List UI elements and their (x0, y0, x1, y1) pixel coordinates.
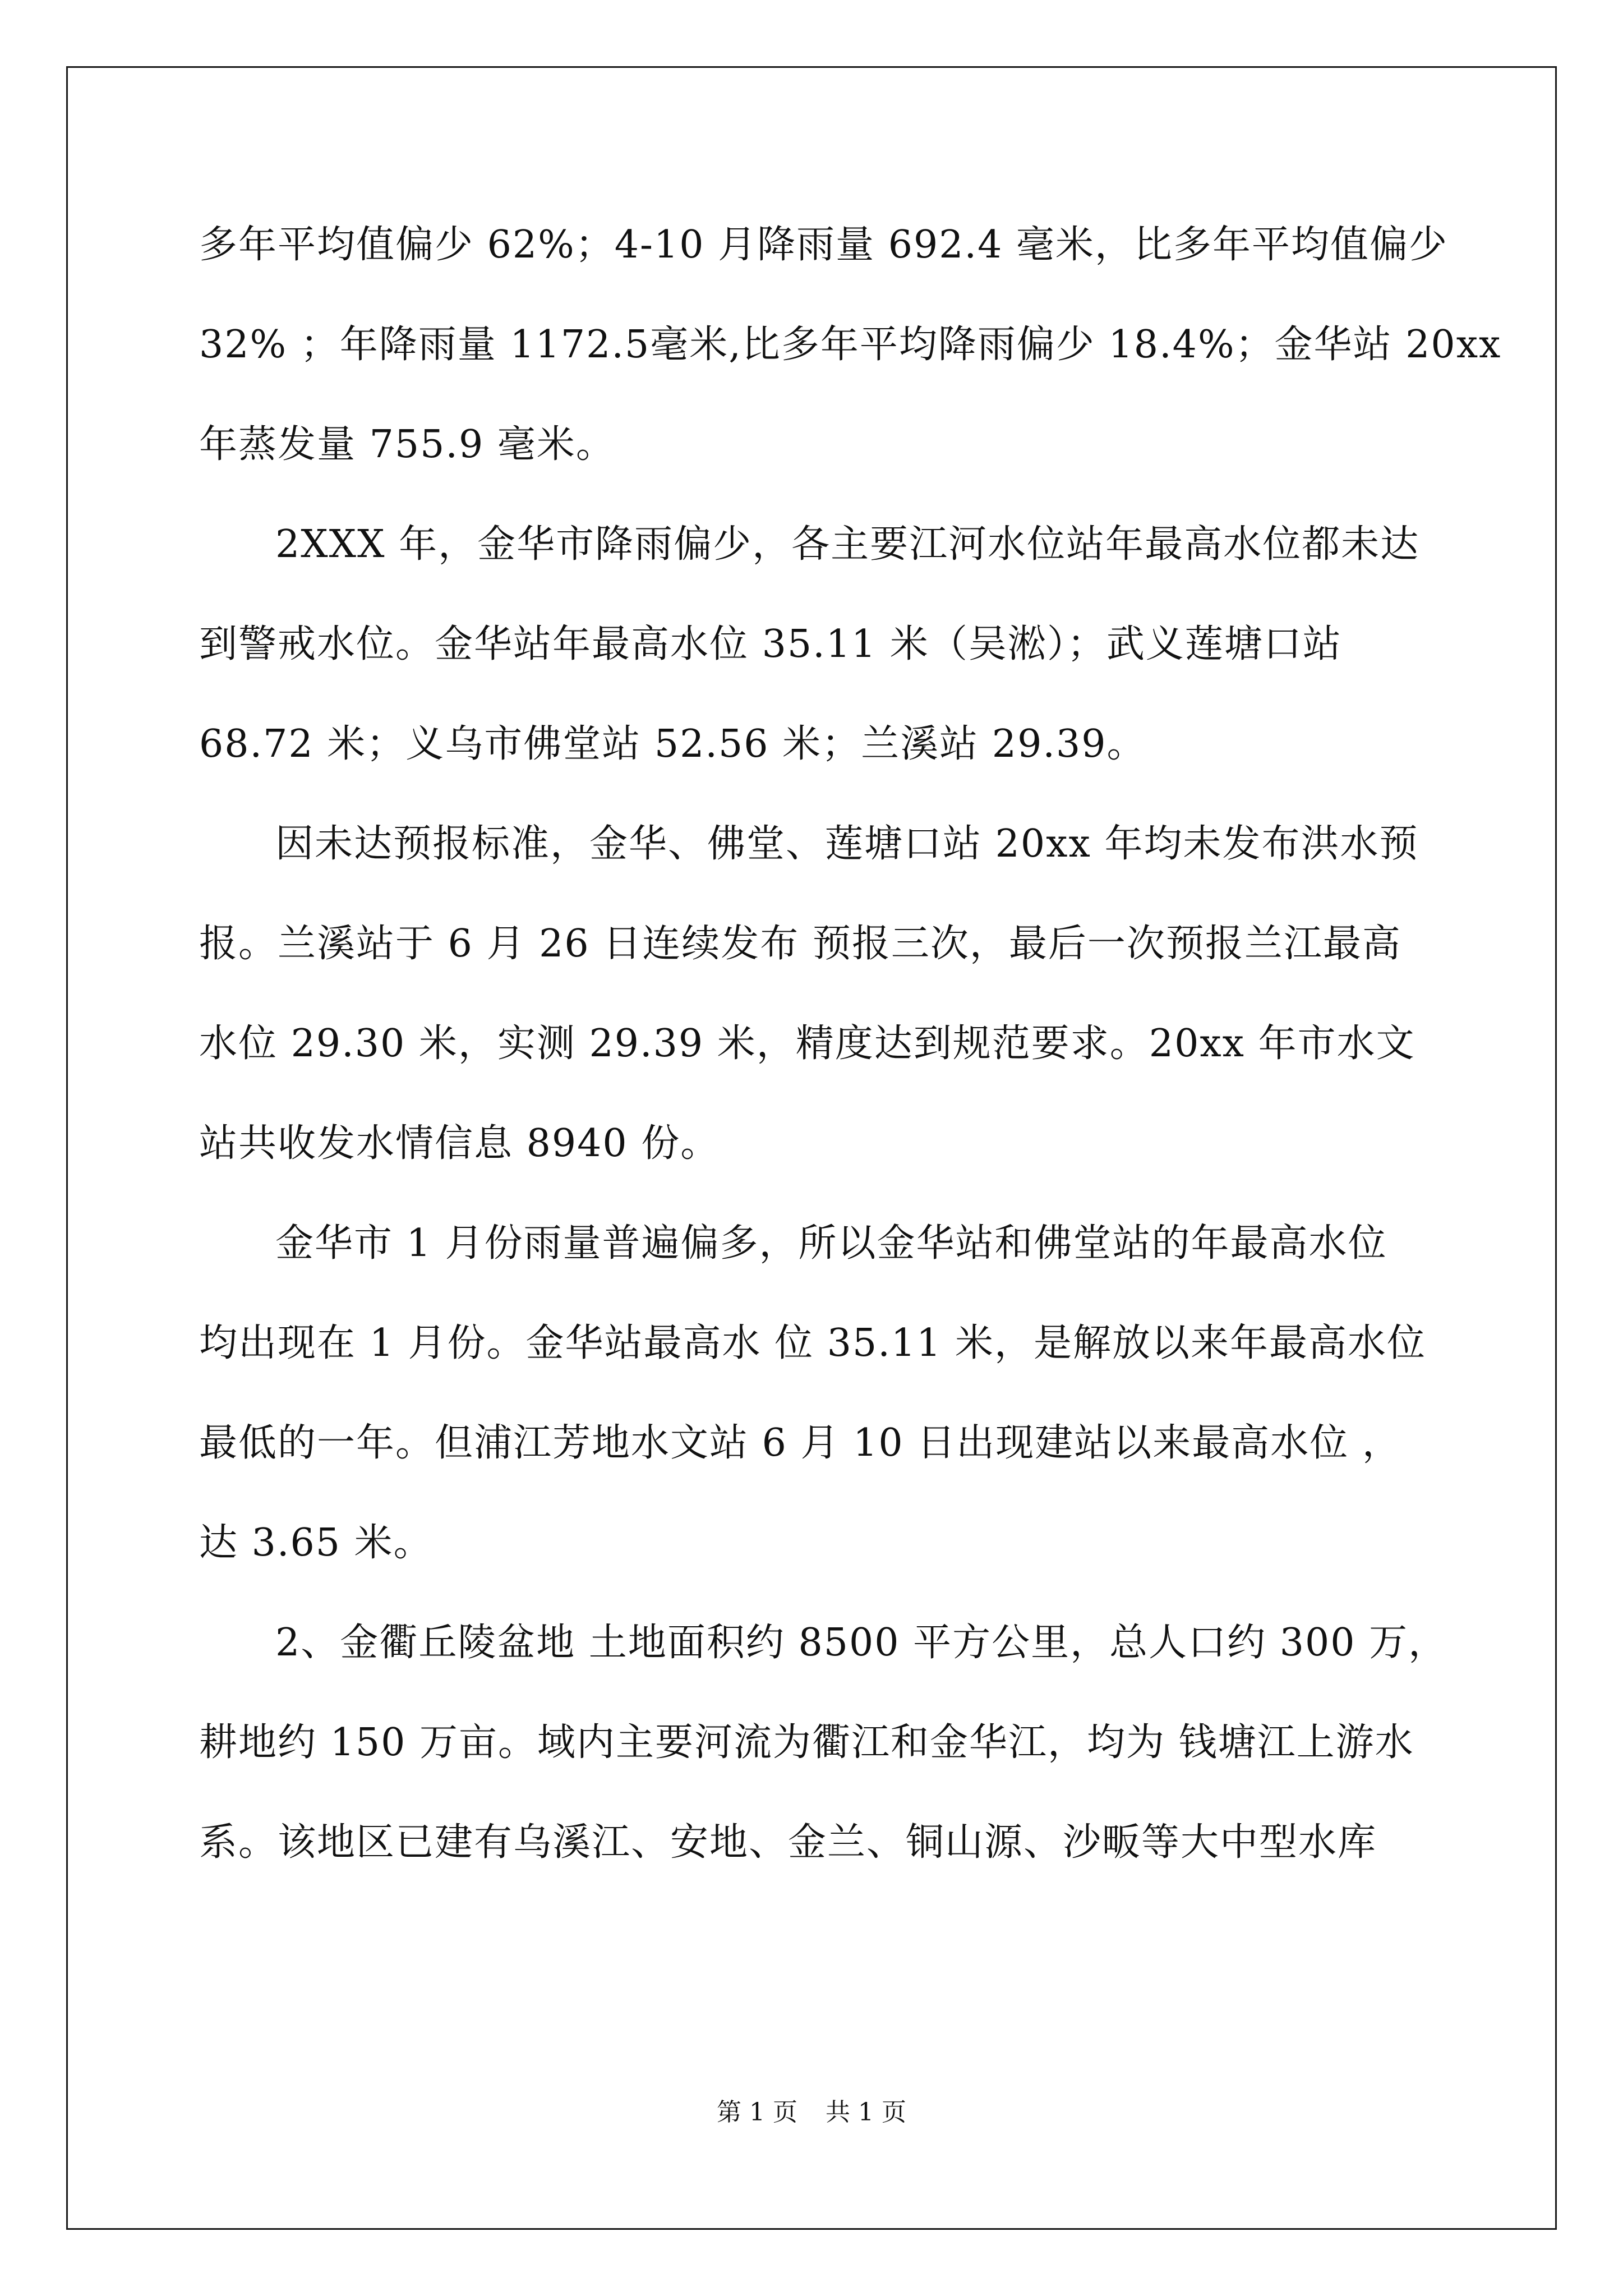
paragraph-3-line-4: 站共收发水情信息 8940 份。 (199, 1121, 720, 1166)
paragraph-3-line-1: 因未达预报标准，金华、佛堂、莲塘口站 20xx 年均未发布洪水预 (275, 822, 1419, 866)
paragraph-5-line-3: 系。该地区已建有乌溪江、安地、金兰、铜山源、沙畈等大中型水库 (199, 1820, 1377, 1865)
paragraph-1-line-2: 32% ；年降雨量 1172.5毫米,比多年平均降雨偏少 18.4%；金华站 20xx (199, 323, 1502, 367)
paragraph-3-line-3: 水位 29.30 米，实测 29.39 米，精度达到规范要求。20xx 年市水文 (199, 1022, 1415, 1066)
paragraph-4-line-3: 最低的一年。但浦江芳地水文站 6 月 10 日出现建站以来最高水位 ， (199, 1421, 1401, 1465)
paragraph-1-line-3: 年蒸发量 755.9 毫米。 (199, 422, 615, 467)
paragraph-4-line-2: 均出现在 1 月份。金华站最高水 位 35.11 米，是解放以来年最高水位 (199, 1321, 1427, 1365)
paragraph-4-line-1: 金华市 1 月份雨量普遍偏多，所以金华站和佛堂站的年最高水位 (275, 1221, 1387, 1266)
paragraph-4-line-4: 达 3.65 米。 (199, 1521, 433, 1565)
paragraph-2-line-1: 2XXX 年，金华市降雨偏少，各主要江河水位站年最高水位都未达 (275, 522, 1420, 567)
page-number: 第 1 页 (717, 2098, 797, 2127)
paragraph-1-line-1: 多年平均值偏少 62%；4-10 月降雨量 692.4 毫米，比多年平均值偏少 (199, 223, 1449, 267)
page-footer (0, 2097, 1623, 2128)
paragraph-2-line-2: 到警戒水位。金华站年最高水位 35.11 米（吴淞）；武义莲塘口站 (199, 622, 1342, 666)
paragraph-3-line-2: 报。兰溪站于 6 月 26 日连续发布 预报三次，最后一次预报兰江最高 (199, 922, 1401, 966)
page-total: 共 1 页 (826, 2098, 906, 2127)
paragraph-5-line-1: 2、金衢丘陵盆地 土地面积约 8500 平方公里，总人口约 300 万， (275, 1621, 1448, 1665)
paragraph-2-line-3: 68.72 米；义乌市佛堂站 52.56 米；兰溪站 29.39。 (199, 722, 1146, 766)
paragraph-5-line-2: 耕地约 150 万亩。域内主要河流为衢江和金华江，均为 钱塘江上游水 (199, 1720, 1414, 1765)
